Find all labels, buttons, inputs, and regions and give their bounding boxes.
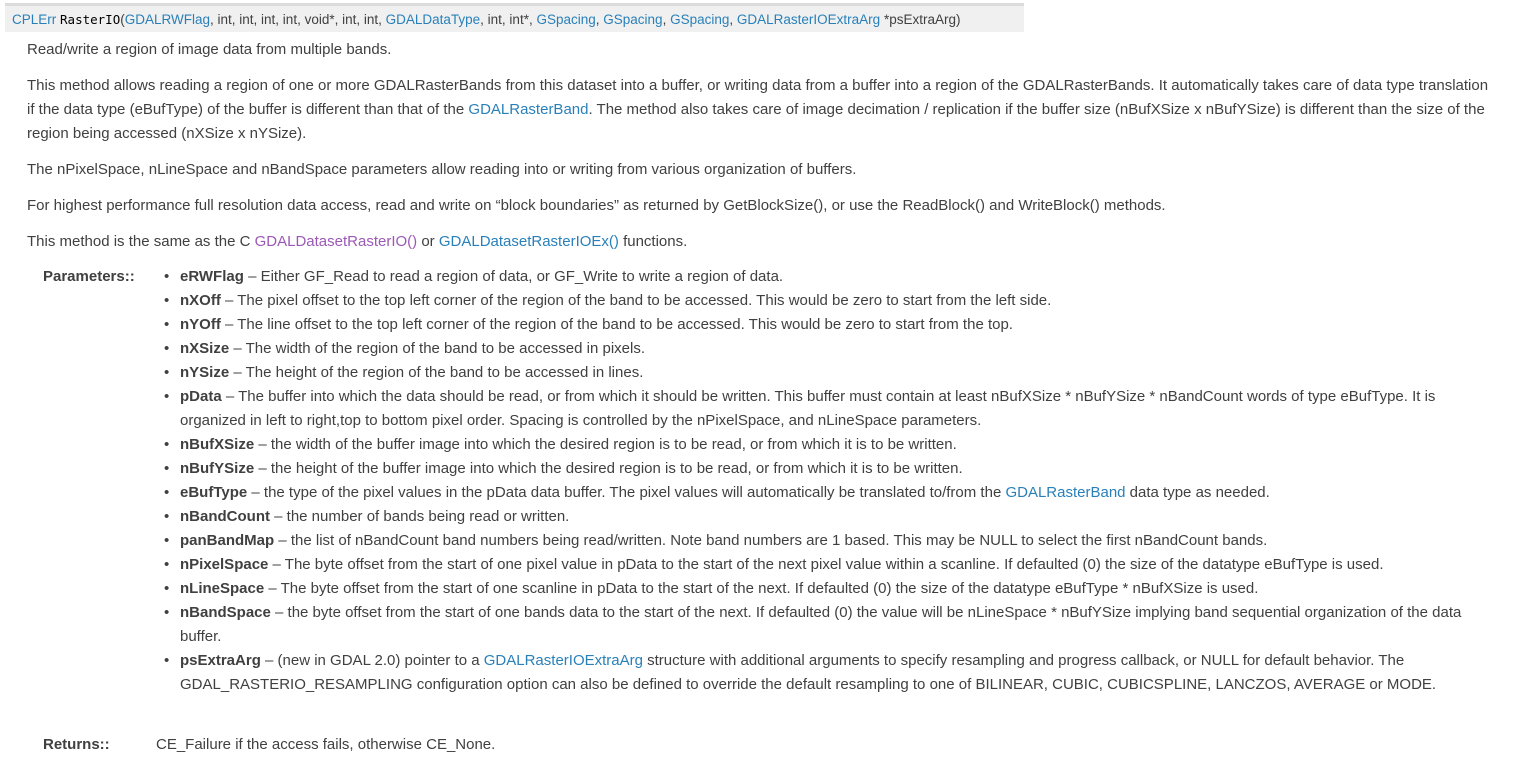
signature-text: , int, int, int, int, void*, int, int, [210, 12, 386, 27]
para1-text: This method allows reading a region of one or more GDALRasterBands from this dataset into a buffer, or writing data from a buffer into a region of the GDALRasterBands. It automatically takes care of data type translation if the data type (eBufType) of the buffer is different than that of the [27, 77, 1489, 118]
signature-text: *psExtraArg) [880, 12, 961, 27]
parameter-description: – The width of the region of the band to be accessed in pixels. [229, 340, 646, 357]
parameter-name: nPixelSpace [180, 556, 269, 573]
parameter-name: nLineSpace [180, 580, 265, 597]
parameter-name: eRWFlag [180, 268, 244, 285]
method-name: RasterIO [60, 12, 121, 27]
description-paragraph-3: For highest performance full resolution data access, read and write on “block boundaries” as returned by GetBlockSize(), or use the ReadBlock() and WriteBlock() methods. [27, 197, 1166, 214]
function-signature [5, 3, 1024, 32]
parameter-description-after: data type as needed. [1125, 484, 1270, 501]
parameter-item [164, 481, 1484, 505]
parameter-item [164, 313, 1484, 337]
parameter-name: nYSize [180, 364, 230, 381]
parameter-description: – The height of the region of the band to be accessed in lines. [229, 364, 644, 381]
parameter-name: eBufType [180, 484, 248, 501]
parameter-item [164, 505, 1484, 529]
gdaldatasetrasterio-link[interactable]: GDALDatasetRasterIO() [254, 233, 418, 250]
parameter-description: – the type of the pixel values in the pData data buffer. The pixel values will automatically be translated to/from the [247, 484, 1006, 501]
parameter-name: nBufXSize [180, 436, 255, 453]
parameter-name: nBufYSize [180, 460, 255, 477]
parameter-description: – The buffer into which the data should be read, or from which it should be written. This buffer must contain at least nBufXSize * nBufYSize * nBandCount words of type eBufType. It is organized in left to right,top to bottom pixel order. Spacing is controlled by the nPixelSpace, and nLineSpace parameters. [180, 388, 1436, 429]
parameter-name: nXOff [180, 292, 221, 309]
signature-text: , [729, 12, 737, 27]
signature-args [125, 12, 961, 27]
parameter-item [164, 337, 1484, 361]
signature-type-link[interactable]: GSpacing [536, 12, 596, 27]
parameter-name: psExtraArg [180, 652, 261, 669]
parameter-item [164, 553, 1484, 577]
parameter-name: nYOff [180, 316, 221, 333]
parameter-description: – (new in GDAL 2.0) pointer to a [260, 652, 484, 669]
signature-type-link[interactable]: GSpacing [603, 12, 663, 27]
parameter-description: – the height of the buffer image into which the desired region is to be read, or from which it is to be written. [254, 460, 963, 477]
para4-text: This method is the same as the C [27, 233, 255, 250]
signature-type-link[interactable]: GDALDataType [385, 12, 481, 27]
parameter-name: nXSize [180, 340, 230, 357]
parameter-description: – The byte offset from the start of one pixel value in pData to the start of the next pixel value within a scanline. If defaulted (0) the size of the datatype eBufType is used. [268, 556, 1384, 573]
description-paragraph-2: The nPixelSpace, nLineSpace and nBandSpace parameters allow reading into or writing from various organization of buffers. [27, 161, 857, 178]
parameter-item [164, 385, 1484, 433]
signature-type-link[interactable]: GSpacing [670, 12, 730, 27]
parameter-description: – The line offset to the top left corner of the region of the band to be accessed. This would be zero to start from the top. [220, 316, 1013, 333]
parameters-label: Parameters:: [43, 268, 135, 285]
summary: Read/write a region of image data from multiple bands. [27, 41, 392, 58]
parameter-name: panBandMap [180, 532, 275, 549]
parameter-description: – the number of bands being read or written. [269, 508, 570, 525]
parameter-item [164, 289, 1484, 313]
para4-text-middle: or [417, 233, 439, 250]
returns-text: CE_Failure if the access fails, otherwise CE_None. [156, 736, 496, 753]
parameter-item [164, 577, 1484, 601]
description-paragraph-1 [27, 74, 1489, 146]
gdaldatasetrasterioex-link[interactable]: GDALDatasetRasterIOEx() [438, 233, 619, 250]
parameter-item [164, 649, 1484, 697]
parameter-description: – The pixel offset to the top left corner of the region of the band to be accessed. This would be zero to start from the left side. [220, 292, 1052, 309]
para1-text-after: . The method also takes care of image decimation / replication if the buffer size (nBufXSize x nBufYSize) is different than the size of the region being accessed (nXSize x nYSize). [27, 101, 1485, 142]
parameter-item [164, 433, 1484, 457]
para4-text-after: functions. [618, 233, 688, 250]
parameter-name: nBandSpace [180, 604, 271, 621]
signature-text: , [662, 12, 671, 27]
parameter-description: – the list of nBandCount band numbers being read/written. Note band numbers are 1 based. This may be NULL to select the first nBandCount bands. [274, 532, 1268, 549]
parameter-item [164, 265, 1484, 289]
parameter-description: – Either GF_Read to read a region of data, or GF_Write to write a region of data. [243, 268, 784, 285]
signature-type-link[interactable]: GDALRasterIOExtraArg [736, 12, 881, 27]
parameter-description-after: structure with additional arguments to specify resampling and progress callback, or NULL for default behavior. The GDAL_RASTERIO_RESAMPLING configuration option can also be defined to override the default resampling to one of BILINEAR, CUBIC, CUBICSPLINE, LANCZOS, AVERAGE or MODE. [180, 652, 1437, 693]
parameter-item [164, 529, 1484, 553]
gdalrasterband-link[interactable]: GDALRasterBand [468, 101, 589, 118]
parameters-list [164, 265, 1484, 697]
parameter-item [164, 361, 1484, 385]
return-type-link[interactable]: CPLErr [12, 12, 57, 27]
parameter-description: – the byte offset from the start of one bands data to the start of the next. If defaulted (0) the value will be nLineSpace * nBufYSize implying band sequential organization of the data buffer. [180, 604, 1462, 645]
signature-text: , [595, 12, 604, 27]
method-description [27, 38, 1489, 753]
parameter-type-link[interactable]: GDALRasterIOExtraArg [483, 652, 643, 669]
signature-text: , int, int*, [480, 12, 537, 27]
parameter-description: – the width of the buffer image into which the desired region is to be read, or from which it is to be written. [254, 436, 957, 453]
returns-label: Returns:: [43, 736, 110, 753]
description-paragraph-4 [27, 230, 1489, 254]
parameter-name: pData [180, 388, 222, 405]
signature-open-paren: ( [120, 12, 125, 27]
parameter-type-link[interactable]: GDALRasterBand [1005, 484, 1126, 501]
parameter-name: nBandCount [180, 508, 270, 525]
signature-type-link[interactable]: GDALRWFlag [124, 12, 211, 27]
parameter-item [164, 601, 1484, 649]
parameter-item [164, 457, 1484, 481]
parameter-description: – The byte offset from the start of one scanline in pData to the start of the next. If defaulted (0) the size of the datatype eBufType * nBufXSize is used. [264, 580, 1259, 597]
